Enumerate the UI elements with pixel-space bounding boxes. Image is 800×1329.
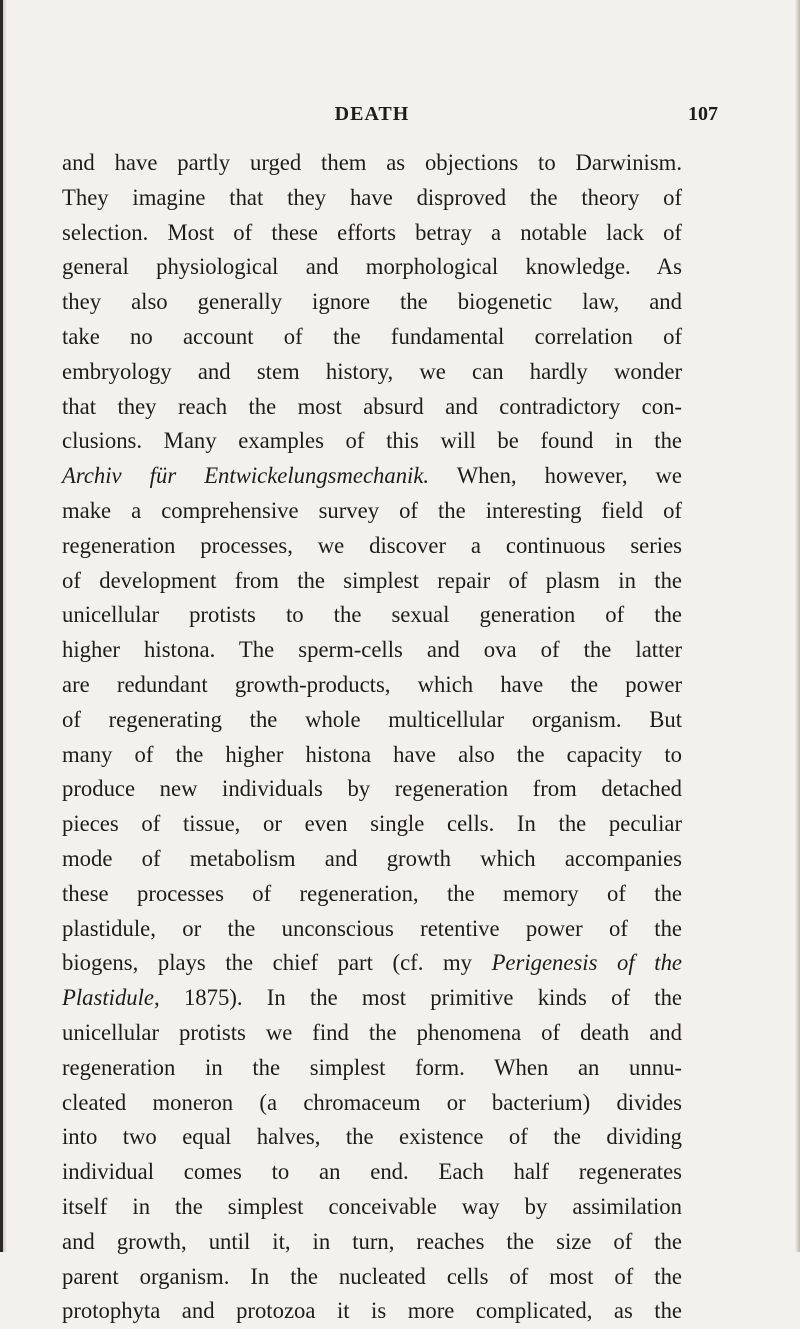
text-line: general physiological and morphological knowledge. As [62, 254, 682, 280]
text-line: take no account of the fundamental correlation of [62, 323, 682, 349]
text-line: pieces of tissue, or even single cells. In the peculiar [62, 811, 682, 837]
text-line: itself in the simplest conceivable way by assimilation [62, 1193, 682, 1219]
text-line: individual comes to an end. Each half regenerates [62, 1159, 682, 1185]
text-line: they also generally ignore the biogenetic law, and [62, 289, 682, 315]
text-line: mode of metabolism and growth which accompanies [62, 845, 682, 871]
text-line: many of the higher histona have also the capacity to [62, 741, 682, 767]
text-line: unicellular protists we find the phenomena of death and [62, 1019, 682, 1045]
italic-title-perigenesis: Perigenesis of the [491, 950, 683, 976]
italic-title-archiv: Archiv für Entwickelungsmechanik. [62, 463, 430, 489]
text-line [62, 946, 682, 981]
text-line: selection. Most of these efforts betray a notable lack of [62, 219, 682, 245]
text-line: produce new individuals by regeneration from detached [62, 776, 682, 802]
text-line: parent organism. In the nucleated cells of most of the [62, 1263, 682, 1289]
text-line: regeneration processes, we discover a continuous series [62, 532, 682, 558]
text-line: are redundant growth-products, which have the power [62, 671, 682, 697]
text-line: plastidule, or the unconscious retentive power of the [62, 915, 682, 941]
text-line: regeneration in the simplest form. When an unnu- [62, 1054, 682, 1080]
page-right-edge-shadow [795, 0, 800, 1252]
text-line: cleated moneron (a chromaceum or bacterium) divides [62, 1089, 682, 1115]
italic-title-plastidule: Plastidule, [62, 985, 160, 1011]
text-line: clusions. Many examples of this will be found in the [62, 428, 682, 454]
text-line: and have partly urged them as objections to Darwinism. [62, 150, 682, 175]
text-line: make a comprehensive survey of the interesting field of [62, 497, 682, 523]
text-line: They imagine that they have disproved the theory of [62, 184, 682, 210]
text-line: that they reach the most absurd and contradictory con- [62, 393, 682, 419]
text-line [62, 459, 682, 494]
text-line: and growth, until it, in turn, reaches the size of the [62, 1228, 682, 1254]
text-line: of development from the simplest repair of plasm in the [62, 567, 682, 593]
text-line-rest: 1875). In the most primitive kinds of the [159, 985, 682, 1011]
chapter-title: DEATH [334, 103, 410, 125]
text-line: embryology and stem history, we can hardly wonder [62, 358, 682, 384]
body-text [62, 146, 682, 1329]
text-line: into two equal halves, the existence of the dividing [62, 1124, 682, 1150]
text-line: higher histona. The sperm-cells and ova of the latter [62, 637, 682, 663]
text-line: of regenerating the whole multicellular organism. But [62, 706, 682, 732]
page-number: 107 [688, 103, 718, 125]
page-left-edge-fade [3, 0, 7, 1252]
text-line: these processes of regeneration, the memory of the [62, 880, 682, 906]
text-line-rest: When, however, we [429, 463, 682, 489]
text-line-pre: biogens, plays the chief part (cf. my [62, 950, 492, 976]
running-head [62, 103, 718, 131]
text-line: protophyta and protozoa it is more complicated, as the [62, 1298, 682, 1324]
text-line [62, 981, 682, 1016]
text-line: unicellular protists to the sexual generation of the [62, 602, 682, 628]
